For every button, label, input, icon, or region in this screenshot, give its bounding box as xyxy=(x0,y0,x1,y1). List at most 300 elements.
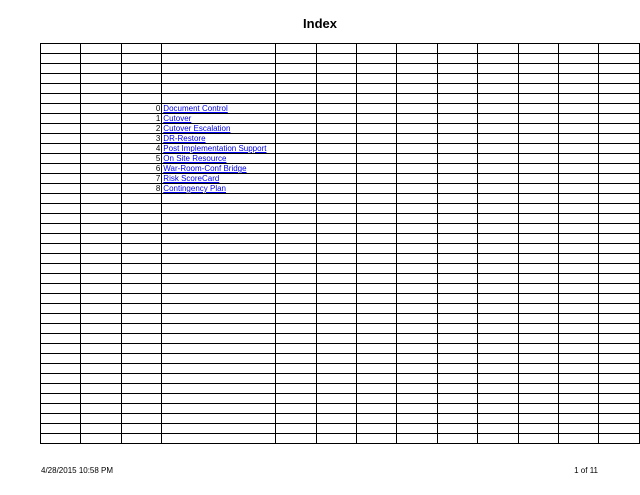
grid-cell xyxy=(356,224,396,234)
grid-cell xyxy=(276,204,316,214)
grid-cell xyxy=(559,384,599,394)
grid-cell xyxy=(316,144,356,154)
grid-cell xyxy=(81,254,121,264)
grid-cell xyxy=(276,244,316,254)
grid-cell xyxy=(518,374,558,384)
grid-cell xyxy=(559,314,599,324)
grid-cell xyxy=(397,244,437,254)
grid-cell xyxy=(316,354,356,364)
grid-cell xyxy=(397,214,437,224)
grid-cell xyxy=(276,294,316,304)
grid-cell xyxy=(397,254,437,264)
grid-cell xyxy=(81,324,121,334)
grid-cell xyxy=(518,124,558,134)
grid-cell xyxy=(276,264,316,274)
grid-cell xyxy=(41,184,81,194)
grid-cell xyxy=(518,214,558,224)
grid-cell xyxy=(121,334,161,344)
grid-cell xyxy=(316,264,356,274)
grid-cell xyxy=(478,184,518,194)
grid-cell xyxy=(437,404,477,414)
grid-cell xyxy=(121,274,161,284)
grid-cell xyxy=(518,294,558,304)
grid-cell xyxy=(356,64,396,74)
grid-cell xyxy=(316,234,356,244)
grid-row xyxy=(41,74,640,84)
grid-cell xyxy=(41,44,81,54)
grid-cell xyxy=(356,204,396,214)
grid-cell xyxy=(599,264,640,274)
grid-cell xyxy=(162,424,276,434)
grid-cell xyxy=(316,304,356,314)
grid-cell xyxy=(162,204,276,214)
grid-cell xyxy=(437,104,477,114)
grid-cell xyxy=(121,224,161,234)
grid-cell xyxy=(356,434,396,444)
grid-cell xyxy=(316,74,356,84)
grid-cell xyxy=(397,154,437,164)
grid-cell xyxy=(518,94,558,104)
grid-cell xyxy=(81,434,121,444)
grid-cell xyxy=(276,94,316,104)
grid-cell xyxy=(41,144,81,154)
grid-cell xyxy=(41,204,81,214)
grid-cell xyxy=(276,134,316,144)
grid-row xyxy=(41,354,640,364)
grid-cell xyxy=(518,264,558,274)
grid-row xyxy=(41,184,640,194)
grid-cell xyxy=(121,244,161,254)
grid-cell xyxy=(316,394,356,404)
grid-cell xyxy=(478,354,518,364)
grid-cell xyxy=(276,324,316,334)
grid-cell xyxy=(599,54,640,64)
index-link[interactable]: Contingency Plan xyxy=(163,184,227,193)
grid-cell xyxy=(518,64,558,74)
grid-cell xyxy=(276,54,316,64)
grid-cell xyxy=(518,84,558,94)
grid-cell xyxy=(356,314,396,324)
grid-cell xyxy=(356,134,396,144)
grid-cell xyxy=(356,214,396,224)
grid-cell xyxy=(41,214,81,224)
grid-cell xyxy=(121,424,161,434)
grid-cell xyxy=(276,314,316,324)
index-link[interactable]: Risk ScoreCard xyxy=(163,174,220,183)
grid-cell xyxy=(276,394,316,404)
grid-cell xyxy=(162,194,276,204)
grid-cell xyxy=(41,374,81,384)
grid-cell xyxy=(397,114,437,124)
grid-cell xyxy=(478,264,518,274)
grid-cell xyxy=(162,164,276,174)
grid-cell xyxy=(356,274,396,284)
grid-cell xyxy=(437,324,477,334)
grid-cell xyxy=(356,104,396,114)
grid-cell xyxy=(162,414,276,424)
grid-cell xyxy=(397,54,437,64)
grid-cell xyxy=(316,404,356,414)
grid-cell xyxy=(162,394,276,404)
grid-cell xyxy=(356,394,396,404)
grid-row xyxy=(41,324,640,334)
grid-cell xyxy=(437,414,477,424)
grid-cell xyxy=(437,44,477,54)
grid-cell xyxy=(437,254,477,264)
grid-cell xyxy=(162,334,276,344)
grid-cell xyxy=(41,164,81,174)
grid-cell xyxy=(162,384,276,394)
grid-cell xyxy=(397,44,437,54)
grid-cell xyxy=(518,404,558,414)
grid-cell xyxy=(41,304,81,314)
grid-cell xyxy=(162,264,276,274)
grid-cell xyxy=(397,274,437,284)
grid-cell xyxy=(599,414,640,424)
grid-cell xyxy=(518,284,558,294)
grid-cell xyxy=(276,344,316,354)
grid-cell xyxy=(276,214,316,224)
grid-cell xyxy=(559,194,599,204)
grid-cell xyxy=(559,374,599,384)
index-grid xyxy=(40,43,640,444)
grid-cell xyxy=(316,314,356,324)
grid-cell xyxy=(518,154,558,164)
grid-cell xyxy=(162,114,276,124)
grid-cell xyxy=(599,314,640,324)
grid-cell xyxy=(41,394,81,404)
grid-cell xyxy=(356,294,396,304)
grid-cell xyxy=(41,104,81,114)
grid-cell xyxy=(397,424,437,434)
grid-cell xyxy=(559,94,599,104)
grid-cell xyxy=(397,314,437,324)
grid-cell xyxy=(437,364,477,374)
grid-cell xyxy=(518,364,558,374)
grid-cell xyxy=(518,344,558,354)
grid-cell xyxy=(599,64,640,74)
grid-cell xyxy=(478,174,518,184)
grid-cell xyxy=(397,414,437,424)
grid-cell xyxy=(356,334,396,344)
grid-cell xyxy=(559,324,599,334)
grid-row xyxy=(41,274,640,284)
grid-cell xyxy=(121,44,161,54)
grid-cell xyxy=(276,404,316,414)
grid-cell xyxy=(559,104,599,114)
index-link[interactable]: Cutover xyxy=(163,114,192,123)
footer-page-number: 1 of 11 xyxy=(574,466,598,475)
grid-cell xyxy=(397,234,437,244)
grid-cell xyxy=(437,94,477,104)
grid-cell xyxy=(599,274,640,284)
grid-cell xyxy=(276,144,316,154)
page-title: Index xyxy=(303,16,337,31)
grid-cell xyxy=(356,144,396,154)
grid-cell xyxy=(162,94,276,104)
grid-row xyxy=(41,384,640,394)
grid-cell xyxy=(81,124,121,134)
grid-cell xyxy=(518,314,558,324)
grid-cell xyxy=(121,254,161,264)
grid-cell xyxy=(437,64,477,74)
grid-cell xyxy=(41,384,81,394)
grid-cell xyxy=(162,344,276,354)
grid-cell xyxy=(356,284,396,294)
grid-cell xyxy=(599,234,640,244)
grid-cell xyxy=(397,144,437,154)
grid-cell xyxy=(437,434,477,444)
grid-cell xyxy=(478,234,518,244)
grid-row xyxy=(41,424,640,434)
grid-cell xyxy=(397,374,437,384)
grid-cell xyxy=(478,284,518,294)
grid-cell xyxy=(559,434,599,444)
grid-cell xyxy=(518,354,558,364)
grid-cell xyxy=(478,394,518,404)
grid-cell xyxy=(162,174,276,184)
grid-cell xyxy=(356,74,396,84)
grid-cell xyxy=(518,424,558,434)
grid-cell xyxy=(397,264,437,274)
grid-cell xyxy=(276,64,316,74)
grid-cell xyxy=(356,244,396,254)
grid-cell xyxy=(437,164,477,174)
grid-cell xyxy=(518,204,558,214)
grid-cell xyxy=(559,344,599,354)
grid-cell xyxy=(518,244,558,254)
grid-cell xyxy=(276,224,316,234)
grid-cell xyxy=(81,284,121,294)
grid-cell xyxy=(478,244,518,254)
grid-cell xyxy=(478,224,518,234)
grid-cell xyxy=(397,164,437,174)
grid-cell xyxy=(518,334,558,344)
grid-cell xyxy=(41,424,81,434)
grid-cell xyxy=(437,344,477,354)
grid-cell xyxy=(397,354,437,364)
grid-cell xyxy=(518,104,558,114)
grid-cell xyxy=(397,94,437,104)
index-number: 5 xyxy=(121,154,161,164)
grid-cell xyxy=(478,64,518,74)
grid-cell xyxy=(518,384,558,394)
grid-cell xyxy=(356,44,396,54)
grid-cell xyxy=(437,314,477,324)
grid-cell xyxy=(162,54,276,64)
grid-cell xyxy=(316,44,356,54)
grid-cell xyxy=(599,294,640,304)
index-link[interactable]: DR-Restore xyxy=(163,134,206,143)
grid-cell xyxy=(599,334,640,344)
grid-row xyxy=(41,44,640,54)
grid-cell xyxy=(478,144,518,154)
grid-cell xyxy=(437,174,477,184)
grid-cell xyxy=(437,154,477,164)
grid-cell xyxy=(478,294,518,304)
grid-cell xyxy=(316,194,356,204)
grid-cell xyxy=(276,164,316,174)
grid-cell xyxy=(397,364,437,374)
grid-cell xyxy=(599,144,640,154)
grid-cell xyxy=(316,134,356,144)
grid-cell xyxy=(41,194,81,204)
grid-cell xyxy=(559,64,599,74)
index-link[interactable]: Document Control xyxy=(163,104,228,113)
grid-cell xyxy=(599,434,640,444)
grid-cell xyxy=(559,294,599,304)
grid-cell xyxy=(41,414,81,424)
grid-cell xyxy=(41,124,81,134)
grid-cell xyxy=(478,434,518,444)
grid-cell xyxy=(518,324,558,334)
grid-cell xyxy=(81,314,121,324)
grid-row xyxy=(41,154,640,164)
grid-cell xyxy=(478,94,518,104)
grid-row xyxy=(41,344,640,354)
grid-cell xyxy=(162,404,276,414)
grid-row xyxy=(41,434,640,444)
grid-cell xyxy=(121,384,161,394)
grid-cell xyxy=(559,414,599,424)
grid-cell xyxy=(599,254,640,264)
grid-cell xyxy=(478,314,518,324)
grid-cell xyxy=(316,84,356,94)
grid-cell xyxy=(397,174,437,184)
grid-cell xyxy=(81,94,121,104)
grid-cell xyxy=(478,344,518,354)
grid-cell xyxy=(121,74,161,84)
grid-row xyxy=(41,364,640,374)
grid-cell xyxy=(518,174,558,184)
grid-cell xyxy=(316,334,356,344)
grid-cell xyxy=(41,64,81,74)
grid-cell xyxy=(276,174,316,184)
grid-cell xyxy=(397,134,437,144)
grid-cell xyxy=(478,324,518,334)
grid-cell xyxy=(559,214,599,224)
grid-cell xyxy=(599,374,640,384)
grid-cell xyxy=(599,214,640,224)
grid-cell xyxy=(356,124,396,134)
grid-cell xyxy=(121,374,161,384)
grid-cell xyxy=(121,64,161,74)
grid-cell xyxy=(397,284,437,294)
grid-cell xyxy=(41,354,81,364)
grid-cell xyxy=(316,204,356,214)
grid-cell xyxy=(41,114,81,124)
grid-cell xyxy=(276,44,316,54)
grid-cell xyxy=(356,304,396,314)
grid-cell xyxy=(121,434,161,444)
grid-cell xyxy=(162,224,276,234)
index-link[interactable]: Post Implementation Support xyxy=(163,144,267,153)
grid-cell xyxy=(121,324,161,334)
grid-cell xyxy=(356,234,396,244)
grid-cell xyxy=(518,194,558,204)
grid-cell xyxy=(599,284,640,294)
grid-cell xyxy=(121,364,161,374)
grid-cell xyxy=(478,44,518,54)
grid-cell xyxy=(518,164,558,174)
grid-cell xyxy=(121,304,161,314)
grid-cell xyxy=(276,234,316,244)
grid-cell xyxy=(316,244,356,254)
grid-row xyxy=(41,234,640,244)
grid-cell xyxy=(81,224,121,234)
grid-cell xyxy=(437,194,477,204)
grid-row xyxy=(41,124,640,134)
grid-cell xyxy=(397,344,437,354)
grid-cell xyxy=(276,74,316,84)
grid-cell xyxy=(356,424,396,434)
grid-cell xyxy=(276,414,316,424)
grid-cell xyxy=(276,334,316,344)
grid-cell xyxy=(41,134,81,144)
grid-cell xyxy=(276,434,316,444)
grid-cell xyxy=(397,194,437,204)
grid-cell xyxy=(397,304,437,314)
grid-cell xyxy=(316,224,356,234)
grid-cell xyxy=(162,214,276,224)
grid-cell xyxy=(437,334,477,344)
grid-cell xyxy=(356,324,396,334)
index-link[interactable]: War-Room-Conf Bridge xyxy=(163,164,247,173)
grid-cell xyxy=(599,224,640,234)
grid-cell xyxy=(316,284,356,294)
index-number: 1 xyxy=(121,114,161,124)
grid-cell xyxy=(81,204,121,214)
grid-cell xyxy=(41,74,81,84)
grid-cell xyxy=(81,134,121,144)
grid-cell xyxy=(559,364,599,374)
index-number: 8 xyxy=(121,184,161,194)
index-link[interactable]: On Site Resource xyxy=(163,154,227,163)
index-number: 2 xyxy=(121,124,161,134)
grid-cell xyxy=(437,224,477,234)
grid-cell xyxy=(437,54,477,64)
grid-cell xyxy=(81,54,121,64)
grid-cell xyxy=(276,374,316,384)
grid-row xyxy=(41,84,640,94)
grid-cell xyxy=(478,124,518,134)
grid-cell xyxy=(478,114,518,124)
grid-cell xyxy=(121,354,161,364)
grid-row xyxy=(41,94,640,104)
grid-cell xyxy=(276,114,316,124)
grid-cell xyxy=(41,94,81,104)
grid-cell xyxy=(397,124,437,134)
grid-cell xyxy=(478,254,518,264)
grid-cell xyxy=(599,164,640,174)
grid-cell xyxy=(397,324,437,334)
grid-cell xyxy=(356,354,396,364)
grid-row xyxy=(41,294,640,304)
grid-cell xyxy=(437,244,477,254)
grid-cell xyxy=(356,94,396,104)
grid-cell xyxy=(41,174,81,184)
grid-cell xyxy=(559,274,599,284)
grid-cell xyxy=(162,304,276,314)
grid-cell xyxy=(81,394,121,404)
grid-cell xyxy=(81,364,121,374)
grid-cell xyxy=(81,354,121,364)
grid-cell xyxy=(397,74,437,84)
index-link[interactable]: Cutover Escalation xyxy=(163,124,231,133)
grid-cell xyxy=(316,414,356,424)
grid-cell xyxy=(162,294,276,304)
grid-cell xyxy=(356,414,396,424)
